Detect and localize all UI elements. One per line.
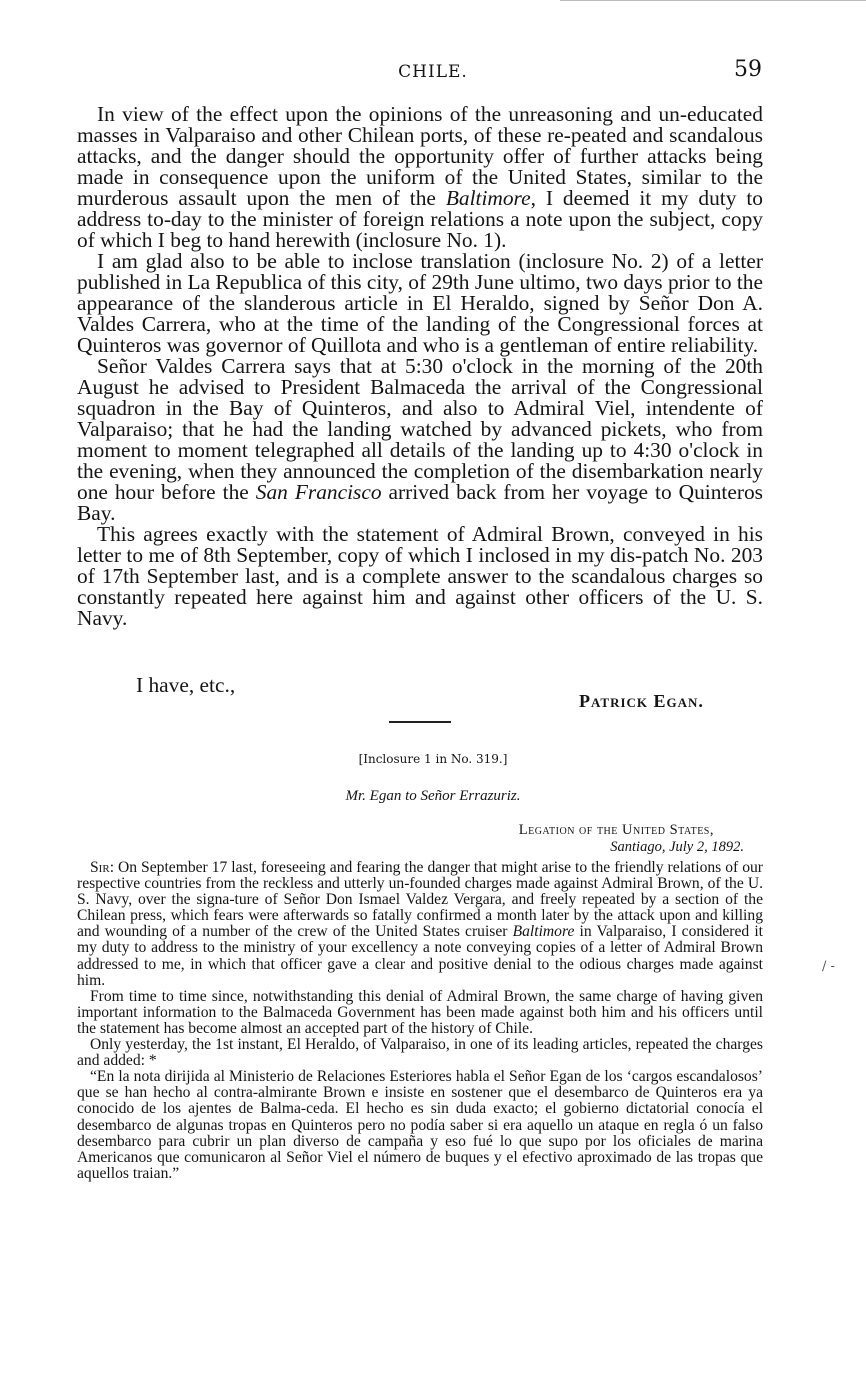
page-number: 59 — [734, 57, 762, 82]
letter-paragraph-3: Señor Valdes Carrera says that at 5:30 o'clock in the morning of the 20th August he advised to President Balmaceda the arrival of the Congressional squadron in the Bay of Quinteros, and also to Admiral Viel, intendente of Valparaiso; that he had the landing watched by advanced pickets, who from moment to moment telegraphed all details of the landing up to 4:30 o'clock in the evening, when they announced the completion of the disembarkation nearly one hour before the San Francisco arrived back from her voyage to Quinteros Bay. — [77, 354, 763, 525]
ship-name: Baltimore — [512, 923, 575, 941]
margin-pencil-mark: / - — [822, 959, 835, 974]
inclosure-paragraph-3: Only yesterday, the 1st instant, El Heraldo, of Valparaiso, in one of its leading articles, repeated the charges and added: * — [77, 1036, 763, 1070]
letter-signature: Patrick Egan. — [579, 691, 704, 711]
letter-closing: I have, etc., — [136, 673, 236, 697]
inclosure-quote: “En la nota dirijida al Ministerio de Relaciones Esteriores habla el Señor Egan de los ‘cargos escandalosos’ que se han hecho al contra-almirante Brown e insiste en sostener que el desembarco de Quinteros era ya conocido de los ajentes de Balma-ceda. El hecho es sin duda exacto; el gobierno dictatorial conocía el desembarco de algunas tropas en Quinteros pero no podía saber si era aquello un ataque en regla ó un falso desembarco para cubrir un plan diverso de campaña y eso fué lo que supo por los oficiales de marina Americanos que comunicaron al Señor Viel el número de buques y el efectivo aproximado de las tropas que aquellos traian.” — [77, 1068, 763, 1182]
letter-paragraph-1: In view of the effect upon the opinions of the unreasoning and un-educated masses in Valparaiso and other Chilean ports, of these re-peated and scandalous attacks, and the danger should the opportunity offer of further attacks being made in consequence upon the uniform of the United States, similar to the murderous assault upon the men of the Baltimore, I deemed it my duty to address to-day to the minister of foreign relations a note upon the subject, copy of which I beg to hand herewith (inclosure No. 1). — [77, 102, 763, 252]
letter-body — [77, 104, 763, 629]
top-edge-rule — [560, 0, 866, 1]
running-head-title: CHILE. — [398, 62, 468, 82]
inclosure-label: [Inclosure 1 in No. 319.] — [358, 752, 508, 766]
ship-name: San Francisco — [255, 480, 382, 504]
letter-paragraph-4: This agrees exactly with the statement of Admiral Brown, conveyed in his letter to me of 8th September, copy of which I inclosed in my dis-patch No. 203 of 17th September last, and is a complete answer to the scandalous charges so constantly repeated here against him and against other officers of the U. S. Navy. — [77, 522, 763, 630]
inclosure-salutation: Mr. Egan to Señor Errazuriz. — [345, 788, 521, 804]
place-date: Santiago, July 2, 1892. — [610, 839, 744, 855]
inclosure-body — [77, 860, 763, 1182]
inclosure-paragraph-1: Sir: On September 17 last, foreseeing and fearing the danger that might arise to the friendly relations of our respective countries from the reckless and utterly un-founded charges made against Admiral Brown, of the U. S. Navy, over the signa-ture of Señor Don Ismael Valdez Vergara, and freely repeated by a section of the Chilean press, which fears were afterwards so fatally confirmed a month later by the attack upon and killing and wounding of a number of the crew of the United States cruiser Baltimore in Valparaiso, I considered it my duty to address to the ministry of your excellency a note conveying copies of a letter of Admiral Brown addressed to me, in which that officer gave a clear and positive denial to the odious charges made against him. — [77, 859, 763, 989]
inclosure-paragraph-2: From time to time since, notwithstanding this denial of Admiral Brown, the same charge of having given important information to the Balmaceda Government has been made against both him and his officers until the statement has become almost an accepted part of the history of Chile. — [77, 987, 763, 1037]
legation-name: Legation of the United States, — [518, 822, 714, 838]
ship-name: Baltimore — [445, 186, 531, 210]
legation-heading — [518, 822, 744, 856]
letter-paragraph-2: I am glad also to be able to inclose translation (inclosure No. 2) of a letter published in La Republica of this city, of 29th June ultimo, two days prior to the appearance of the slanderous article in El Heraldo, signed by Señor Don A. Valdes Carrera, who at the time of the landing of the Congressional forces at Quinteros was governor of Quillota and who is a gentleman of entire reliability. — [77, 249, 763, 357]
section-divider — [389, 721, 451, 723]
